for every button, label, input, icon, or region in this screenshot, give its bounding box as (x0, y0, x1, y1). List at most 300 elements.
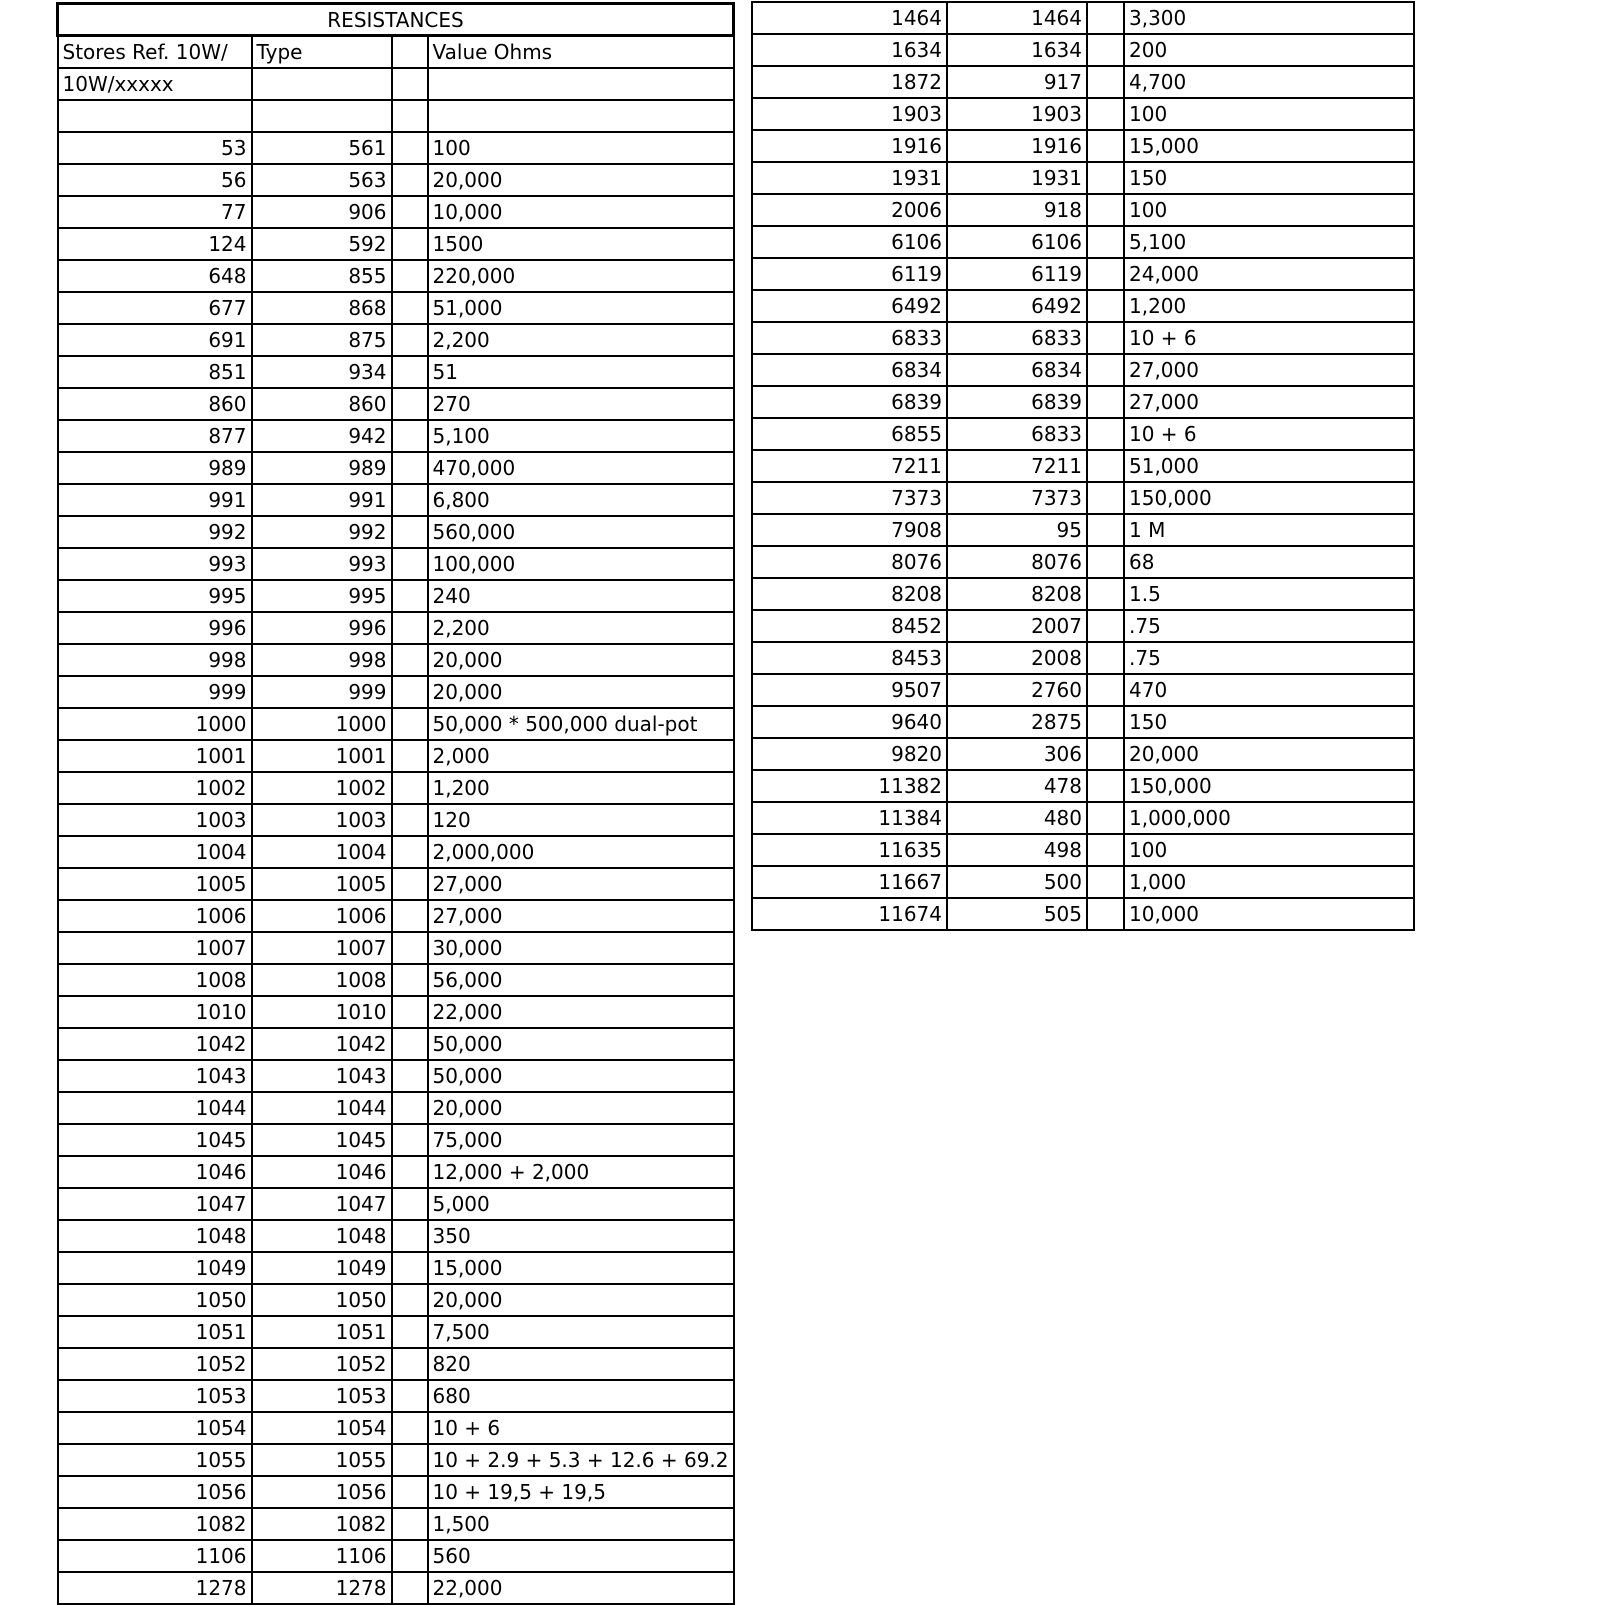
value-ohms-cell: 20,000 (428, 1284, 734, 1316)
table-row (58, 1188, 734, 1220)
blank-cell (1087, 706, 1124, 738)
type-cell: 1006 (252, 900, 392, 932)
stores-ref-cell: 6855 (752, 418, 947, 450)
stores-ref-cell: 1916 (752, 130, 947, 162)
value-ohms-cell: 560,000 (428, 516, 734, 548)
type-cell: 917 (947, 66, 1087, 98)
table-row (752, 66, 1414, 98)
value-ohms-cell: 50,000 (428, 1028, 734, 1060)
blank-cell (1087, 802, 1124, 834)
stores-ref-cell: 1002 (58, 772, 252, 804)
type-cell: 1047 (252, 1188, 392, 1220)
value-ohms-cell: .75 (1124, 642, 1414, 674)
value-ohms-cell: 20,000 (428, 1092, 734, 1124)
table-row (752, 770, 1414, 802)
value-ohms-cell: 150 (1124, 706, 1414, 738)
resistances-table-left (56, 2, 735, 1605)
value-ohms-cell: 100,000 (428, 548, 734, 580)
stores-ref-cell: 8208 (752, 578, 947, 610)
blank-cell (392, 228, 428, 260)
blank-cell (1087, 450, 1124, 482)
value-ohms-cell: 1500 (428, 228, 734, 260)
type-cell: 875 (252, 324, 392, 356)
value-ohms-cell: 150,000 (1124, 770, 1414, 802)
table-row (58, 260, 734, 292)
value-ohms-cell: 1,200 (428, 772, 734, 804)
stores-ref-cell: 7373 (752, 482, 947, 514)
blank-cell (392, 1380, 428, 1412)
blank-cell (392, 612, 428, 644)
value-ohms-cell: 820 (428, 1348, 734, 1380)
resistances-table-right-body (752, 2, 1414, 930)
type-cell: 1045 (252, 1124, 392, 1156)
blank-cell (1087, 386, 1124, 418)
table-row (752, 802, 1414, 834)
blank-cell (392, 1444, 428, 1476)
table-row (752, 162, 1414, 194)
type-cell: 993 (252, 548, 392, 580)
type-cell: 1054 (252, 1412, 392, 1444)
blank-cell (392, 1284, 428, 1316)
stores-ref-cell: 1046 (58, 1156, 252, 1188)
blank-cell (392, 324, 428, 356)
blank-cell (1087, 898, 1124, 930)
table-row (58, 1348, 734, 1380)
stores-ref-cell: 6492 (752, 290, 947, 322)
type-cell: 498 (947, 834, 1087, 866)
header-stores-ref: Stores Ref. 10W/ (58, 36, 252, 68)
stores-ref-cell: 1872 (752, 66, 947, 98)
type-cell: 855 (252, 260, 392, 292)
stores-ref-cell: 998 (58, 644, 252, 676)
value-ohms-cell: 75,000 (428, 1124, 734, 1156)
value-ohms-cell: 100 (1124, 194, 1414, 226)
value-ohms-cell: 20,000 (428, 164, 734, 196)
header-empty-cell (252, 68, 392, 100)
table-row (58, 324, 734, 356)
title-row (58, 4, 734, 36)
table-row (752, 578, 1414, 610)
type-cell: 1004 (252, 836, 392, 868)
stores-ref-cell: 1903 (752, 98, 947, 130)
value-ohms-cell: 10 + 19,5 + 19,5 (428, 1476, 734, 1508)
header-empty-cell (392, 68, 428, 100)
type-cell: 868 (252, 292, 392, 324)
table-row (752, 290, 1414, 322)
table-row (58, 1476, 734, 1508)
type-cell: 592 (252, 228, 392, 260)
blank-cell (392, 772, 428, 804)
value-ohms-cell: 30,000 (428, 932, 734, 964)
blank-cell (1087, 162, 1124, 194)
type-cell: 942 (252, 420, 392, 452)
blank-cell (1087, 354, 1124, 386)
blank-cell (392, 1540, 428, 1572)
type-cell: 2875 (947, 706, 1087, 738)
stores-ref-cell: 860 (58, 388, 252, 420)
type-cell: 934 (252, 356, 392, 388)
value-ohms-cell: 6,800 (428, 484, 734, 516)
blank-cell (1087, 194, 1124, 226)
stores-ref-cell: 1464 (752, 2, 947, 34)
table-row (58, 1220, 734, 1252)
value-ohms-cell: 240 (428, 580, 734, 612)
type-cell: 563 (252, 164, 392, 196)
stores-ref-cell: 1000 (58, 708, 252, 740)
table-row (58, 1156, 734, 1188)
stores-ref-cell: 1049 (58, 1252, 252, 1284)
type-cell: 989 (252, 452, 392, 484)
blank-cell (392, 420, 428, 452)
blank-cell (1087, 226, 1124, 258)
table-row (752, 418, 1414, 450)
stores-ref-cell: 992 (58, 516, 252, 548)
value-ohms-cell: 2,200 (428, 324, 734, 356)
stores-ref-cell: 9507 (752, 674, 947, 706)
stores-ref-cell: 1042 (58, 1028, 252, 1060)
stores-ref-cell: 53 (58, 132, 252, 164)
type-cell: 6119 (947, 258, 1087, 290)
value-ohms-cell: 1,500 (428, 1508, 734, 1540)
value-ohms-cell: 10,000 (1124, 898, 1414, 930)
table-row (58, 516, 734, 548)
header-row-2 (58, 68, 734, 100)
type-cell: 1042 (252, 1028, 392, 1060)
stores-ref-cell: 1010 (58, 996, 252, 1028)
table-row (58, 228, 734, 260)
type-cell: 306 (947, 738, 1087, 770)
value-ohms-cell: 50,000 (428, 1060, 734, 1092)
empty-cell (252, 100, 392, 132)
table-row (752, 2, 1414, 34)
stores-ref-cell: 877 (58, 420, 252, 452)
stores-ref-cell: 1052 (58, 1348, 252, 1380)
stores-ref-cell: 2006 (752, 194, 947, 226)
stores-ref-cell: 991 (58, 484, 252, 516)
blank-cell (1087, 642, 1124, 674)
header-empty-cell (428, 68, 734, 100)
table-row (752, 194, 1414, 226)
table-row (58, 1028, 734, 1060)
table-row (58, 772, 734, 804)
table-row (58, 836, 734, 868)
value-ohms-cell: 560 (428, 1540, 734, 1572)
type-cell: 1464 (947, 2, 1087, 34)
header-type: Type (252, 36, 392, 68)
blank-cell (392, 452, 428, 484)
stores-ref-cell: 1931 (752, 162, 947, 194)
table-row (752, 546, 1414, 578)
stores-ref-cell: 8076 (752, 546, 947, 578)
value-ohms-cell: 51,000 (428, 292, 734, 324)
value-ohms-cell: 20,000 (428, 644, 734, 676)
table-row (58, 356, 734, 388)
table-row (752, 98, 1414, 130)
stores-ref-cell: 1106 (58, 1540, 252, 1572)
value-ohms-cell: 1,000,000 (1124, 802, 1414, 834)
blank-cell (392, 516, 428, 548)
value-ohms-cell: 24,000 (1124, 258, 1414, 290)
blank-cell (1087, 770, 1124, 802)
value-ohms-cell: 27,000 (428, 900, 734, 932)
blank-cell (392, 868, 428, 900)
empty-cell (58, 100, 252, 132)
table-row (752, 834, 1414, 866)
table-row (752, 322, 1414, 354)
table-row (752, 258, 1414, 290)
blank-cell (392, 1156, 428, 1188)
blank-cell (392, 196, 428, 228)
stores-ref-cell: 996 (58, 612, 252, 644)
value-ohms-cell: 10,000 (428, 196, 734, 228)
blank-cell (392, 1508, 428, 1540)
blank-cell (1087, 258, 1124, 290)
stores-ref-cell: 1006 (58, 900, 252, 932)
value-ohms-cell: 150,000 (1124, 482, 1414, 514)
value-ohms-cell: 2,000 (428, 740, 734, 772)
value-ohms-cell: 350 (428, 1220, 734, 1252)
stores-ref-cell: 995 (58, 580, 252, 612)
type-cell: 860 (252, 388, 392, 420)
table-row (58, 804, 734, 836)
table-row (752, 34, 1414, 66)
type-cell: 2760 (947, 674, 1087, 706)
type-cell: 999 (252, 676, 392, 708)
type-cell: 1056 (252, 1476, 392, 1508)
table-row (58, 132, 734, 164)
stores-ref-cell: 11667 (752, 866, 947, 898)
blank-cell (1087, 290, 1124, 322)
type-cell: 1903 (947, 98, 1087, 130)
type-cell: 1010 (252, 996, 392, 1028)
stores-ref-cell: 6119 (752, 258, 947, 290)
blank-cell (1087, 322, 1124, 354)
blank-cell (392, 260, 428, 292)
value-ohms-cell: 50,000 * 500,000 dual-pot (428, 708, 734, 740)
table-row (58, 900, 734, 932)
value-ohms-cell: 22,000 (428, 996, 734, 1028)
blank-cell (1087, 834, 1124, 866)
table-title: RESISTANCES (58, 4, 734, 36)
type-cell: 6106 (947, 226, 1087, 258)
table-row (752, 610, 1414, 642)
stores-ref-cell: 1278 (58, 1572, 252, 1604)
type-cell: 6833 (947, 418, 1087, 450)
stores-ref-cell: 6833 (752, 322, 947, 354)
table-row (58, 388, 734, 420)
type-cell: 6833 (947, 322, 1087, 354)
table-row (58, 1284, 734, 1316)
resistances-table-right (751, 1, 1415, 931)
table-row (58, 1540, 734, 1572)
table-row (58, 1412, 734, 1444)
stores-ref-cell: 1050 (58, 1284, 252, 1316)
value-ohms-cell: 220,000 (428, 260, 734, 292)
stores-ref-cell: 11384 (752, 802, 947, 834)
blank-cell (392, 996, 428, 1028)
table-row (752, 898, 1414, 930)
stores-ref-cell: 677 (58, 292, 252, 324)
stores-ref-cell: 1055 (58, 1444, 252, 1476)
blank-cell (392, 676, 428, 708)
table-row (58, 580, 734, 612)
stores-ref-cell: 993 (58, 548, 252, 580)
resistances-table-left-body (58, 4, 734, 1604)
value-ohms-cell: 100 (428, 132, 734, 164)
type-cell: 505 (947, 898, 1087, 930)
blank-cell (392, 900, 428, 932)
table-row (58, 484, 734, 516)
stores-ref-cell: 1056 (58, 1476, 252, 1508)
blank-cell (1087, 66, 1124, 98)
type-cell: 95 (947, 514, 1087, 546)
table-row (752, 674, 1414, 706)
blank-cell (392, 836, 428, 868)
table-row (58, 548, 734, 580)
blank-cell (392, 644, 428, 676)
blank-cell (392, 292, 428, 324)
value-ohms-cell: 1,000 (1124, 866, 1414, 898)
type-cell: 1106 (252, 1540, 392, 1572)
blank-cell (392, 132, 428, 164)
type-cell: 1931 (947, 162, 1087, 194)
value-ohms-cell: 1 M (1124, 514, 1414, 546)
header-blank (392, 36, 428, 68)
stores-ref-cell: 1043 (58, 1060, 252, 1092)
table-row (58, 740, 734, 772)
type-cell: 561 (252, 132, 392, 164)
blank-cell (1087, 578, 1124, 610)
table-row (58, 292, 734, 324)
stores-ref-cell: 1003 (58, 804, 252, 836)
table-row (752, 514, 1414, 546)
type-cell: 8076 (947, 546, 1087, 578)
type-cell: 1278 (252, 1572, 392, 1604)
value-ohms-cell: 1.5 (1124, 578, 1414, 610)
value-ohms-cell: 5,100 (1124, 226, 1414, 258)
table-row (752, 482, 1414, 514)
stores-ref-cell: 56 (58, 164, 252, 196)
type-cell: 1005 (252, 868, 392, 900)
empty-cell (428, 100, 734, 132)
type-cell: 7373 (947, 482, 1087, 514)
type-cell: 480 (947, 802, 1087, 834)
type-cell: 1007 (252, 932, 392, 964)
blank-cell (392, 164, 428, 196)
stores-ref-cell: 1004 (58, 836, 252, 868)
blank-cell (392, 548, 428, 580)
type-cell: 918 (947, 194, 1087, 226)
value-ohms-cell: 20,000 (428, 676, 734, 708)
blank-cell (392, 804, 428, 836)
blank-cell (1087, 610, 1124, 642)
blank-cell (1087, 674, 1124, 706)
stores-ref-cell: 1007 (58, 932, 252, 964)
type-cell: 906 (252, 196, 392, 228)
value-ohms-cell: 470 (1124, 674, 1414, 706)
type-cell: 500 (947, 866, 1087, 898)
stores-ref-cell: 11382 (752, 770, 947, 802)
type-cell: 991 (252, 484, 392, 516)
value-ohms-cell: 100 (1124, 834, 1414, 866)
stores-ref-cell: 691 (58, 324, 252, 356)
stores-ref-cell: 7908 (752, 514, 947, 546)
stores-ref-cell: 6839 (752, 386, 947, 418)
type-cell: 1916 (947, 130, 1087, 162)
blank-cell (392, 356, 428, 388)
value-ohms-cell: 680 (428, 1380, 734, 1412)
table-row (58, 1092, 734, 1124)
value-ohms-cell: 4,700 (1124, 66, 1414, 98)
stores-ref-cell: 8453 (752, 642, 947, 674)
spacer-row (58, 100, 734, 132)
table-row (58, 612, 734, 644)
value-ohms-cell: 270 (428, 388, 734, 420)
table-row (58, 1060, 734, 1092)
value-ohms-cell: 470,000 (428, 452, 734, 484)
type-cell: 998 (252, 644, 392, 676)
stores-ref-cell: 1047 (58, 1188, 252, 1220)
blank-cell (1087, 130, 1124, 162)
blank-cell (392, 1188, 428, 1220)
table-row (58, 1444, 734, 1476)
header-value-ohms: Value Ohms (428, 36, 734, 68)
type-cell: 1002 (252, 772, 392, 804)
stores-ref-cell: 1082 (58, 1508, 252, 1540)
value-ohms-cell: 51 (428, 356, 734, 388)
value-ohms-cell: 5,000 (428, 1188, 734, 1220)
blank-cell (1087, 866, 1124, 898)
value-ohms-cell: 100 (1124, 98, 1414, 130)
table-row (58, 1508, 734, 1540)
stores-ref-cell: 7211 (752, 450, 947, 482)
blank-cell (392, 1316, 428, 1348)
type-cell: 1001 (252, 740, 392, 772)
type-cell: 1050 (252, 1284, 392, 1316)
table-row (752, 386, 1414, 418)
blank-cell (392, 740, 428, 772)
value-ohms-cell: 27,000 (428, 868, 734, 900)
value-ohms-cell: 150 (1124, 162, 1414, 194)
type-cell: 1048 (252, 1220, 392, 1252)
blank-cell (392, 1348, 428, 1380)
table-row (58, 932, 734, 964)
type-cell: 992 (252, 516, 392, 548)
value-ohms-cell: 200 (1124, 34, 1414, 66)
stores-ref-cell: 999 (58, 676, 252, 708)
stores-ref-cell: 648 (58, 260, 252, 292)
stores-ref-cell: 989 (58, 452, 252, 484)
table-row (752, 450, 1414, 482)
type-cell: 1082 (252, 1508, 392, 1540)
value-ohms-cell: 10 + 6 (1124, 322, 1414, 354)
table-row (752, 354, 1414, 386)
stores-ref-cell: 9640 (752, 706, 947, 738)
value-ohms-cell: 20,000 (1124, 738, 1414, 770)
blank-cell (1087, 738, 1124, 770)
blank-cell (1087, 34, 1124, 66)
type-cell: 1053 (252, 1380, 392, 1412)
blank-cell (1087, 98, 1124, 130)
stores-ref-cell: 1045 (58, 1124, 252, 1156)
value-ohms-cell: 10 + 6 (1124, 418, 1414, 450)
header-stores-ref-format: 10W/xxxxx (58, 68, 252, 100)
blank-cell (392, 1092, 428, 1124)
value-ohms-cell: 3,300 (1124, 2, 1414, 34)
type-cell: 1003 (252, 804, 392, 836)
type-cell: 1008 (252, 964, 392, 996)
blank-cell (392, 1572, 428, 1604)
